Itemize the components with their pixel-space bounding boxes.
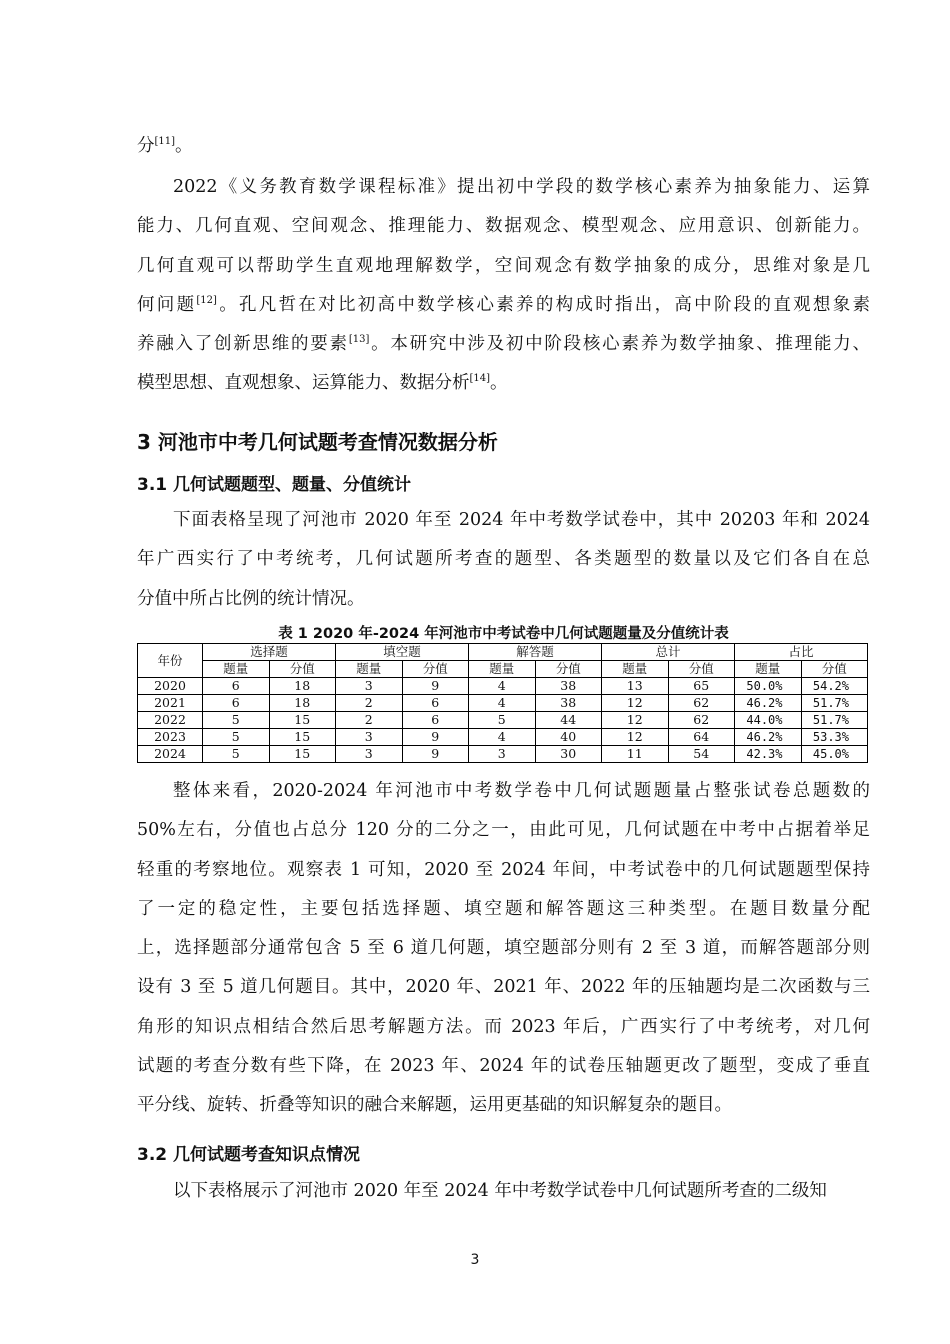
table-cell: 3	[336, 746, 403, 763]
table-cell: 5	[203, 729, 270, 746]
text-line	[137, 811, 870, 850]
text-run: 2022《义务教育数学课程标准》提出初中学段的数学核心素养为抽象能力、运算	[173, 177, 870, 197]
table-cell: 38	[535, 678, 602, 695]
text-run: 平分线、旋转、折叠等知识的融合来解题，运用更基础的知识解复杂的题目。	[137, 1095, 732, 1116]
text-line	[137, 247, 870, 286]
table-cell: 5	[203, 712, 270, 729]
text-run: 。	[490, 373, 508, 394]
table-row	[138, 695, 868, 712]
text-line	[137, 286, 870, 325]
table-cell: 6	[203, 678, 270, 695]
table-caption: 表 1 2020 年-2024 年河池市中考试卷中几何试题题量及分值统计表	[278, 626, 729, 642]
section-heading-3-1: 3.1 几何试题题型、题量、分值统计	[137, 475, 412, 495]
table-cell: 15	[269, 729, 336, 746]
sub-header: 题量	[336, 661, 403, 678]
text-line	[137, 851, 870, 890]
table-cell: 51.7%	[801, 695, 868, 712]
table-cell: 13	[602, 678, 669, 695]
paragraph	[137, 168, 870, 404]
table-cell: 2020	[138, 678, 203, 695]
text-run: 以下表格展示了河池市 2020 年至 2024 年中考数学试卷中几何试题所考查的二级知	[173, 1181, 827, 1201]
group-header: 总计	[602, 644, 735, 661]
table-row	[138, 678, 868, 695]
text-run: 。	[175, 136, 193, 156]
sub-header: 题量	[602, 661, 669, 678]
sub-header: 题量	[735, 661, 802, 678]
table-cell: 6	[402, 695, 469, 712]
text-run: 整体来看，2020-2024 年河池市中考数学卷中几何试题题量占整张试卷总题数的	[173, 781, 870, 801]
table-cell: 2022	[138, 712, 203, 729]
text-line	[137, 1172, 870, 1211]
table-cell: 64	[668, 729, 735, 746]
table-cell: 30	[535, 746, 602, 763]
table-cell: 54.2%	[801, 678, 868, 695]
text-line	[137, 207, 870, 246]
table-cell: 4	[469, 729, 536, 746]
table-cell: 46.2%	[735, 695, 802, 712]
table-cell: 3	[336, 729, 403, 746]
table-cell: 38	[535, 695, 602, 712]
table-cell: 12	[602, 729, 669, 746]
text-run: 何问题	[137, 294, 197, 315]
table-cell: 6	[402, 712, 469, 729]
citation-superscript: [12]	[196, 294, 217, 306]
table-cell: 9	[402, 729, 469, 746]
table-cell: 4	[469, 695, 536, 712]
text-line	[137, 540, 870, 579]
text-run: 能力、几何直观、空间观念、推理能力、数据观念、模型观念、应用意识、创新能力。	[137, 216, 870, 237]
sub-header: 题量	[469, 661, 536, 678]
text-line	[137, 1086, 870, 1125]
table-cell: 2021	[138, 695, 203, 712]
text-run: 试题的考查分数有些下降，在 2023 年、2024 年的试卷压轴题更改了题型，变成了垂直	[137, 1056, 870, 1077]
text-run: 模型思想、直观想象、运算能力、数据分析	[137, 373, 470, 394]
table-cell: 2023	[138, 729, 203, 746]
table-cell: 2024	[138, 746, 203, 763]
table-cell: 54	[668, 746, 735, 763]
table-cell: 12	[602, 695, 669, 712]
table-row	[138, 712, 868, 729]
table-cell: 6	[203, 695, 270, 712]
paragraph	[137, 127, 870, 166]
table-cell: 51.7%	[801, 712, 868, 729]
table-cell: 2	[336, 695, 403, 712]
text-run: 设有 3 至 5 道几何题目。其中，2020 年、2021 年、2022 年的压轴题均是二次函数与三	[137, 977, 870, 998]
table-cell: 15	[269, 746, 336, 763]
group-header: 占比	[735, 644, 868, 661]
table-row	[138, 729, 868, 746]
text-run: 轻重的考察地位。观察表 1 可知，2020 至 2024 年间，中考试卷中的几何试题题型保持	[137, 859, 870, 880]
table-cell: 4	[469, 678, 536, 695]
text-line	[137, 364, 870, 403]
text-line	[137, 1047, 870, 1086]
text-line	[137, 772, 870, 811]
table-cell: 50.0%	[735, 678, 802, 695]
section-heading-3-2: 3.2 几何试题考查知识点情况	[137, 1145, 361, 1165]
table-cell: 65	[668, 678, 735, 695]
citation-superscript: [11]	[154, 136, 176, 147]
paragraph	[137, 772, 870, 1126]
table-cell: 44.0%	[735, 712, 802, 729]
statistics-table	[137, 643, 868, 763]
table-cell: 5	[203, 746, 270, 763]
year-header: 年份	[138, 644, 203, 678]
text-line	[137, 325, 870, 364]
table-cell: 62	[668, 712, 735, 729]
sub-header: 分值	[535, 661, 602, 678]
text-run: 。孔凡哲在对比初高中数学核心素养的构成时指出，高中阶段的直观想象素	[216, 294, 871, 315]
text-line	[137, 968, 870, 1007]
table-cell: 42.3%	[735, 746, 802, 763]
sub-header: 分值	[668, 661, 735, 678]
text-line	[137, 890, 870, 929]
table-cell: 46.2%	[735, 729, 802, 746]
text-run: 几何直观可以帮助学生直观地理解数学，空间观念有数学抽象的成分，思维对象是几	[137, 255, 870, 276]
table-cell: 2	[336, 712, 403, 729]
text-run: 年广西实行了中考统考，几何试题所考查的题型、各类题型的数量以及它们各自在总	[137, 549, 870, 570]
citation-superscript: [14]	[469, 373, 491, 385]
text-run: 分值中所占比例的统计情况。	[137, 588, 365, 609]
paragraph	[137, 1172, 870, 1211]
text-run: 角形的知识点相结合然后思考解题方法。而 2023 年后，广西实行了中考统考，对几何	[137, 1016, 870, 1037]
text-run: 下面表格呈现了河池市 2020 年至 2024 年中考数学试卷中，其中 20203 年和 2024	[173, 510, 870, 530]
table-cell: 40	[535, 729, 602, 746]
text-line	[137, 929, 870, 968]
group-header: 解答题	[469, 644, 602, 661]
text-run: 50%左右，分值也占总分 120 分的二分之一，由此可见，几何试题在中考中占据着举足	[137, 820, 870, 841]
sub-header: 题量	[203, 661, 270, 678]
table-cell: 3	[336, 678, 403, 695]
table-row	[138, 746, 868, 763]
table-cell: 9	[402, 678, 469, 695]
text-line	[137, 127, 870, 166]
text-line	[137, 1008, 870, 1047]
text-run: 养融入了创新思维的要素	[137, 334, 349, 355]
paragraph	[137, 501, 870, 619]
table-cell: 44	[535, 712, 602, 729]
table-cell: 3	[469, 746, 536, 763]
text-run: 了一定的稳定性，主要包括选择题、填空题和解答题这三种类型。在题目数量分配	[137, 898, 870, 919]
text-line	[137, 168, 870, 207]
table-cell: 9	[402, 746, 469, 763]
table-cell: 62	[668, 695, 735, 712]
text-line	[137, 501, 870, 540]
text-run: 分	[137, 136, 155, 156]
table-cell: 53.3%	[801, 729, 868, 746]
sub-header: 分值	[801, 661, 868, 678]
section-heading-3: 3 河池市中考几何试题考查情况数据分析	[137, 430, 498, 454]
table-cell: 18	[269, 695, 336, 712]
table-cell: 11	[602, 746, 669, 763]
table-cell: 18	[269, 678, 336, 695]
group-header: 填空题	[336, 644, 469, 661]
text-run: 。本研究中涉及初中阶段核心素养为数学抽象、推理能力、	[369, 334, 871, 355]
text-run: 上，选择题部分通常包含 5 至 6 道几何题，填空题部分则有 2 至 3 道，而解答题部分则	[137, 938, 870, 959]
table-cell: 45.0%	[801, 746, 868, 763]
page-number: 3	[470, 1252, 480, 1268]
table-cell: 15	[269, 712, 336, 729]
sub-header: 分值	[402, 661, 469, 678]
table-cell: 12	[602, 712, 669, 729]
text-line	[137, 580, 870, 619]
table-cell: 5	[469, 712, 536, 729]
sub-header: 分值	[269, 661, 336, 678]
group-header: 选择题	[203, 644, 336, 661]
citation-superscript: [13]	[348, 334, 370, 346]
